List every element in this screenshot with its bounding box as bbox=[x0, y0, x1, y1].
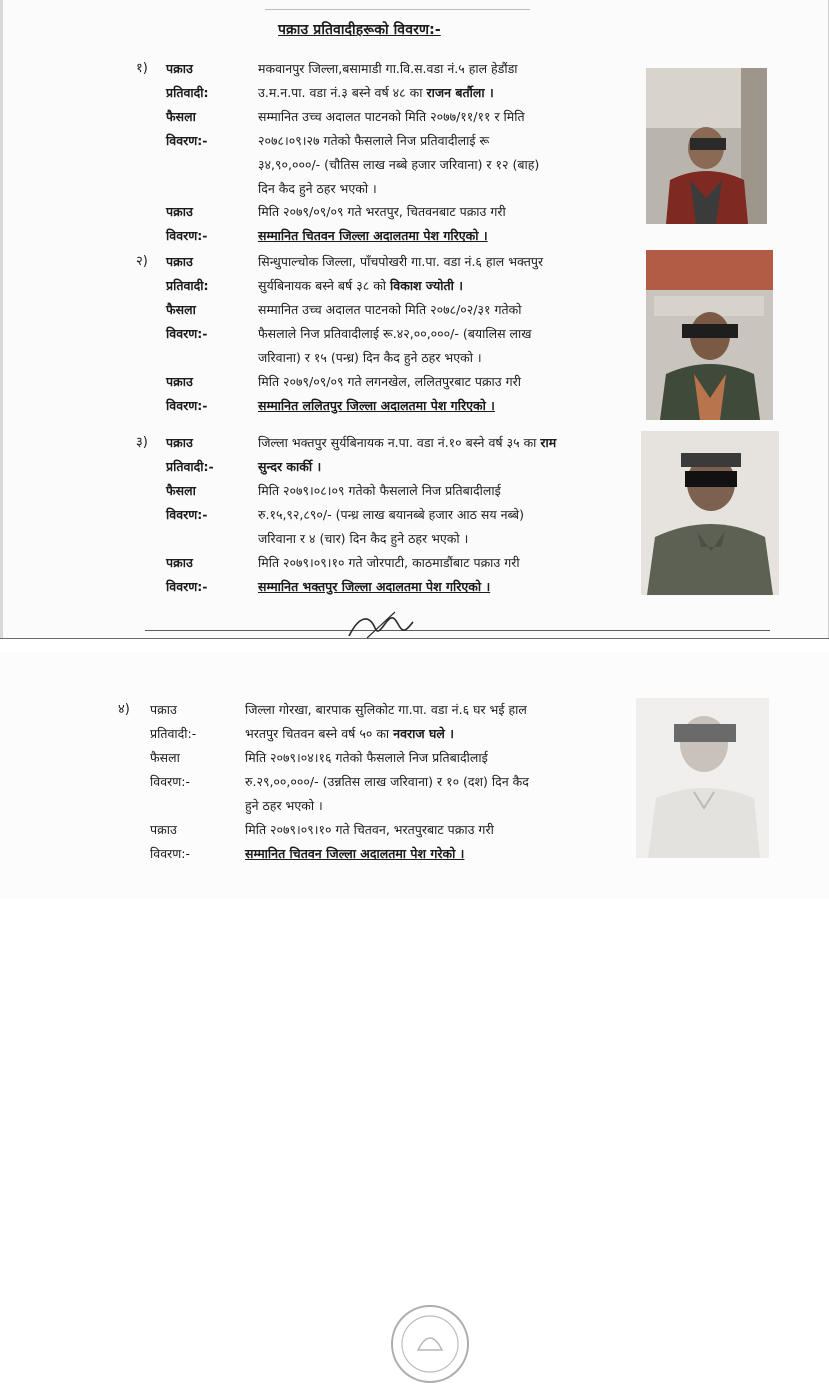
record-label: पक्राउ bbox=[166, 435, 193, 450]
office-seal-image bbox=[388, 1302, 472, 1386]
record-label: फैसला bbox=[166, 109, 196, 124]
record-label: पक्राउ bbox=[166, 374, 193, 389]
record-number: २) bbox=[136, 254, 148, 269]
record-label: विवरण:- bbox=[166, 326, 208, 341]
record-label: फैसला bbox=[166, 302, 196, 317]
person-photo-1 bbox=[646, 68, 767, 224]
arrest-line: सिन्धुपाल्चोक जिल्ला, पाँचपोखरी गा.पा. वडा नं.६ हाल भक्तपुर bbox=[258, 254, 544, 269]
detail-line: मिति २०७९/०९/०९ गते भरतपुर, चितवनबाट पक्राउ गरी bbox=[258, 204, 506, 219]
divider bbox=[145, 630, 770, 631]
record-label: पक्राउ bbox=[166, 61, 193, 76]
person-photo-4 bbox=[636, 698, 769, 858]
record-label: फैसला bbox=[166, 483, 196, 498]
person-photo-3-image bbox=[641, 431, 779, 595]
verdict-line: मिति २०७९।०४।१६ गतेको फैसलाले निज प्रतिबादीलाई bbox=[245, 750, 488, 765]
signature-image bbox=[345, 610, 415, 642]
divider bbox=[265, 9, 530, 10]
page-edge bbox=[0, 0, 3, 638]
verdict-line: जरिवाना) र १५ (पन्ध्र) दिन कैद हुने ठहर भएको । bbox=[258, 350, 482, 365]
record-label: विवरण:- bbox=[166, 398, 208, 413]
document-page-2 bbox=[0, 652, 829, 899]
defendant-name: राजन बर्तौला । bbox=[426, 85, 494, 100]
defendant-name: राम bbox=[540, 435, 557, 450]
record-label: विवरण:- bbox=[150, 846, 191, 861]
record-label: प्रतिवादी:- bbox=[150, 726, 197, 741]
verdict-line: सम्मानित उच्च अदालत पाटनको मिति २०७८/०२/३१ गतेको bbox=[258, 302, 522, 317]
court-line: सम्मानित भक्तपुर जिल्ला अदालतमा पेश गरिएको । bbox=[258, 579, 491, 594]
defendant-name: नवराज घले । bbox=[393, 726, 454, 741]
verdict-line: दिन कैद हुने ठहर भएको । bbox=[258, 181, 377, 196]
verdict-line: हुने ठहर भएको । bbox=[245, 798, 323, 813]
record-label: पक्राउ bbox=[150, 702, 177, 717]
defendant-name: सुन्दर कार्की । bbox=[258, 459, 322, 474]
document-page-1 bbox=[0, 0, 829, 639]
arrest-line: उ.म.न.पा. वडा नं.३ बस्ने वर्ष ४८ का राजन बर्तौला । bbox=[258, 85, 494, 100]
record-label: प्रतिवादी: bbox=[166, 85, 209, 100]
record-label: पक्राउ bbox=[166, 254, 193, 269]
person-photo-1-image bbox=[646, 68, 767, 224]
record-label: विवरण:- bbox=[166, 507, 208, 522]
arrest-line: मकवानपुर जिल्ला,बसामाडी गा.वि.स.वडा नं.५ हाल हेडौंडा bbox=[258, 61, 518, 76]
record-label: विवरण:- bbox=[166, 579, 208, 594]
record-number: ३) bbox=[136, 435, 148, 450]
detail-line: मिति २०७९/०९/०९ गते लगनखेल, ललितपुरबाट पक्राउ गरी bbox=[258, 374, 521, 389]
defendant-name: विकाश ज्योती । bbox=[390, 278, 463, 293]
detail-line: मिति २०७९।०९।१० गते चितवन, भरतपुरबाट पक्राउ गरी bbox=[245, 822, 494, 837]
record-label: विवरण:- bbox=[166, 228, 208, 243]
record-label: प्रतिवादी: bbox=[166, 278, 209, 293]
court-line: सम्मानित चितवन जिल्ला अदालतमा पेश गरिएको । bbox=[258, 228, 488, 243]
person-photo-2-image bbox=[646, 250, 773, 420]
verdict-line: मिति २०७९।०८।०९ गतेको फैसलाले निज प्रतिबादीलाई bbox=[258, 483, 501, 498]
detail-line: मिति २०७९।०९।१० गते जोरपाटी, काठमाडौंबाट पक्राउ गरी bbox=[258, 555, 520, 570]
page-title: पक्राउ प्रतिवादीहरूको विवरण:- bbox=[278, 22, 441, 38]
verdict-line: सम्मानित उच्च अदालत पाटनको मिति २०७७/११/११ र मिति bbox=[258, 109, 525, 124]
person-photo-2 bbox=[646, 250, 773, 420]
record-label: विवरण:- bbox=[150, 774, 191, 789]
record-label: फैसला bbox=[150, 750, 180, 765]
person-photo-3 bbox=[641, 431, 779, 595]
verdict-line: फैसलाले निज प्रतिवादीलाई रू.४२,००,०००/- (बयालिस लाख bbox=[258, 326, 532, 341]
arrest-line bbox=[258, 455, 321, 479]
court-line: सम्मानित चितवन जिल्ला अदालतमा पेश गरेको । bbox=[245, 846, 465, 861]
arrest-line: जिल्ला भक्तपुर सुर्यबिनायक न.पा. वडा नं.१० बस्ने वर्ष ३५ का राम bbox=[258, 435, 557, 450]
arrest-line: जिल्ला गोरखा, बारपाक सुलिकोट गा.पा. वडा नं.६ घर भई हाल bbox=[245, 702, 527, 717]
record-label: पक्राउ bbox=[166, 555, 193, 570]
verdict-line: ३४,९०,०००/- (चौतिस लाख नब्बे हजार जरिवाना) र १२ (बाह) bbox=[258, 157, 540, 172]
record-label: पक्राउ bbox=[150, 822, 177, 837]
record-label: प्रतिवादी:- bbox=[166, 459, 214, 474]
court-line: सम्मानित ललितपुर जिल्ला अदालतमा पेश गरिएको । bbox=[258, 398, 495, 413]
verdict-line: रु.२९,००,०००/- (उन्नतिस लाख जरिवाना) र १० (दश) दिन कैद bbox=[245, 774, 529, 789]
arrest-line: भरतपुर चितवन बस्ने वर्ष ५० का नवराज घले । bbox=[245, 726, 454, 741]
verdict-line: रु.१५,९२,८९०/- (पन्ध्र लाख बयानब्बे हजार आठ सय नब्बे) bbox=[258, 507, 524, 522]
record-label: विवरण:- bbox=[166, 133, 208, 148]
person-photo-4-image bbox=[636, 698, 769, 858]
record-number: १) bbox=[136, 61, 148, 76]
record-number: ४) bbox=[118, 702, 130, 717]
record-label: पक्राउ bbox=[166, 204, 193, 219]
verdict-line: जरिवाना र ४ (चार) दिन कैद हुने ठहर भएको । bbox=[258, 531, 469, 546]
verdict-line: २०७८।०९।२७ गतेको फैसलाले निज प्रतिवादीलाई रू bbox=[258, 133, 490, 148]
arrest-line: सुर्यबिनायक बस्ने बर्ष ३८ को विकाश ज्योती । bbox=[258, 278, 463, 293]
